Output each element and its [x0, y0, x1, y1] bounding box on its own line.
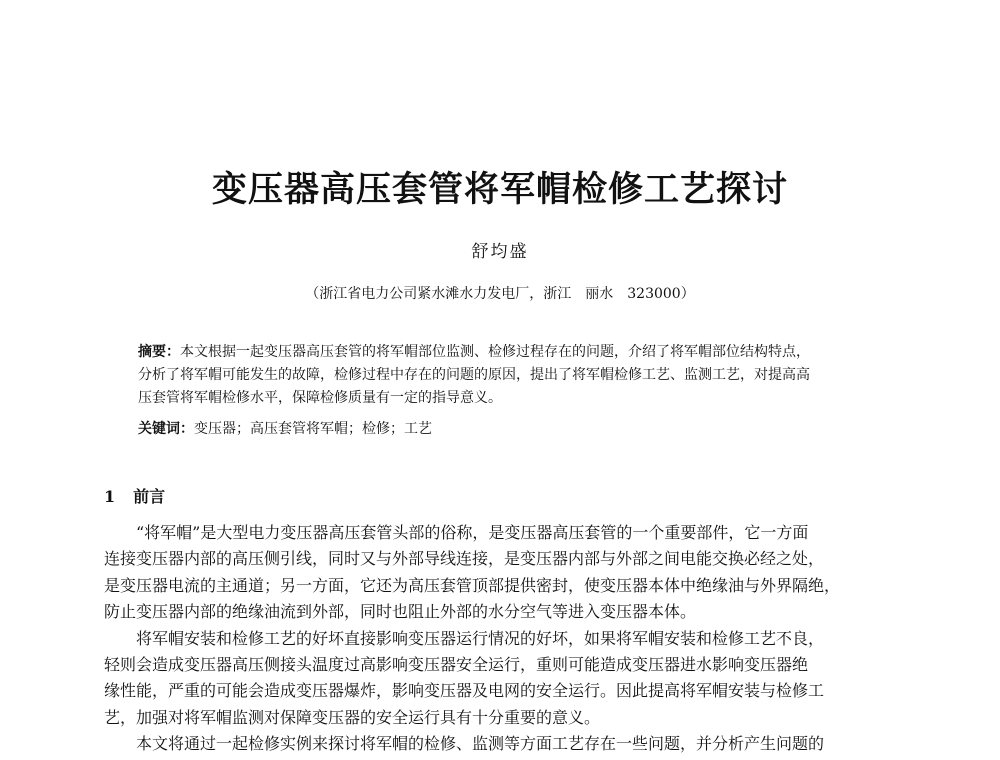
- section-1-body: [104, 520, 904, 758]
- section-1-number: 1: [104, 487, 116, 506]
- body-line-5: 将军帽安装和检修工艺的好坏直接影响变压器运行情况的好坏，如果将军帽安装和检修工艺不良，: [136, 628, 825, 648]
- keywords: [138, 418, 870, 441]
- body-line-9: 本文将通过一起检修实例来探讨将军帽的检修、监测等方面工艺存在一些问题，并分析产生问题的: [136, 734, 825, 754]
- body-line-4: 防止变压器内部的绝缘油流到外部，同时也阻止外部的水分空气等进入变压器本体。: [104, 602, 697, 622]
- abstract-line-1: [138, 341, 870, 364]
- body-line-2: 连接变压器内部的高压侧引线，同时又与外部导线连接，是变压器内部与外部之间电能交换必经之处，: [104, 549, 825, 569]
- body-line-1: “将军帽”是大型电力变压器高压套管头部的俗称，是变压器高压套管的一个重要部件，它一方面: [136, 523, 809, 542]
- abstract-label: 摘要：: [138, 344, 180, 360]
- keywords-text: 变压器；高压套管将军帽；检修；工艺: [194, 421, 432, 437]
- body-line-3: 是变压器电流的主通道；另一方面，它还为高压套管顶部提供密封，使变压器本体中绝缘油与外界隔绝，: [104, 575, 841, 595]
- abstract-line-2: 分析了将军帽可能发生的故障，检修过程中存在的问题的原因，提出了将军帽检修工艺、监测工艺，对提高高: [138, 367, 810, 383]
- abstract-text-1: 本文根据一起变压器高压套管的将军帽部位监测、检修过程存在的问题，介绍了将军帽部位结构特点，: [180, 344, 810, 360]
- section-1-heading: [104, 485, 165, 509]
- body-line-8: 艺，加强对将军帽监测对保障变压器的安全运行具有十分重要的意义。: [104, 707, 601, 727]
- paper-title: 变压器高压套管将军帽检修工艺探讨: [211, 169, 788, 210]
- keywords-label: 关键词：: [138, 421, 194, 437]
- author-affiliation: （浙江省电力公司紧水滩水力发电厂，浙江 丽水 323000）: [305, 286, 695, 302]
- author-name: 舒均盛: [471, 242, 529, 262]
- abstract: [138, 341, 870, 410]
- body-line-6: 轻则会造成变压器高压侧接头温度过高影响变压器安全运行，重则可能造成变压器进水影响变压器绝: [104, 655, 809, 675]
- section-1-title: 前言: [133, 487, 166, 506]
- body-line-7: 缘性能，严重的可能会造成变压器爆炸，影响变压器及电网的安全运行。因此提高将军帽安装与检修工: [104, 681, 825, 701]
- abstract-line-3: 压套管将军帽检修水平，保障检修质量有一定的指导意义。: [138, 390, 502, 406]
